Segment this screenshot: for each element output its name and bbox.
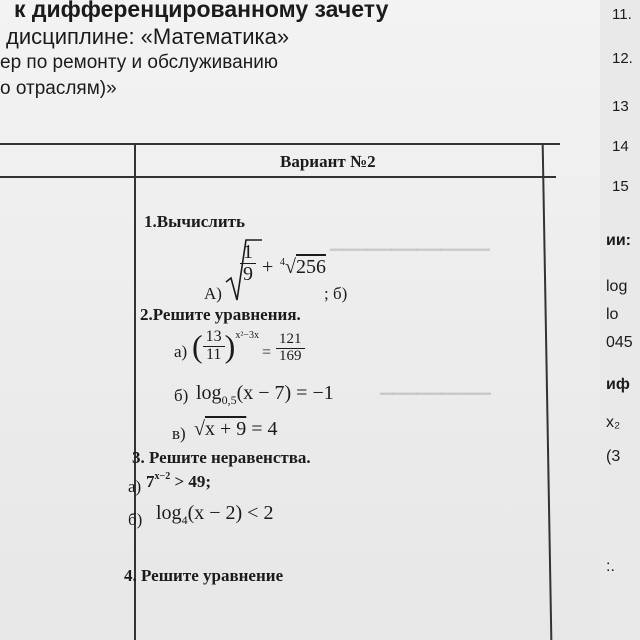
task-4-title: 4. Решите уравнение xyxy=(124,566,284,585)
right-page-fragment: 045 xyxy=(606,334,633,351)
task-1-title: 1.Вычислить xyxy=(144,212,245,231)
right-page-fragment: log xyxy=(606,278,628,295)
task-1-b-label: ; б) xyxy=(324,284,348,303)
task-2-a-lhs: ( $\frac{13}{11}$ )$^{x^2-3x}$ xyxy=(192,328,259,364)
right-page-fragment: x₂ xyxy=(606,414,621,431)
header-line-4: о отраслям)» xyxy=(0,78,117,99)
right-page-number: 12. xyxy=(612,50,633,67)
task-3-b-expr: $\log_4(x - 2) < 2$ xyxy=(156,502,274,527)
task-3-b-label: б) xyxy=(128,510,143,529)
task-3-a-label: а) xyxy=(128,477,142,496)
task-1-a-label: А) xyxy=(204,284,222,303)
right-page-number: 11. xyxy=(612,6,632,23)
task-2-b-expr: $\log_{0,5}(x - 7) = -1$ xyxy=(196,382,334,407)
right-page-fragment: (3 xyxy=(606,448,621,465)
variant-title: Вариант №2 xyxy=(280,152,376,171)
task-2-a-label: а) xyxy=(174,342,188,361)
task-2-b-label: б) xyxy=(174,386,189,405)
task-3-a-expr: $7^{x-2} > 49$; xyxy=(146,471,212,491)
header-line-1: к дифференцированному зачету xyxy=(14,0,389,22)
task-1-a-root4: $^4$√256 xyxy=(280,256,326,278)
right-page-number: 15 xyxy=(612,178,629,195)
header-line-3: ер по ремонту и обслуживанию xyxy=(0,52,279,73)
right-page-fragment: ии: xyxy=(606,232,631,249)
header-line-2: дисциплине: «Математика» xyxy=(6,24,290,49)
bleed-through: ▁▁▁▁▁▁▁▁▁ xyxy=(380,378,491,395)
right-page-number: 13 xyxy=(612,98,629,115)
task-2-title: 2.Решите уравнения. xyxy=(140,305,301,324)
right-page-fragment: :. xyxy=(606,558,615,575)
task-2-v-expr: √x + 9 = 4 xyxy=(194,418,278,440)
task-3-title: 3. Решите неравенства. xyxy=(132,448,311,467)
right-page-fragment: lo xyxy=(606,306,619,323)
task-1-a-plus: + xyxy=(262,256,274,278)
right-page-number: 14 xyxy=(612,138,629,155)
task-1-a-fraction: $\frac{1}{9}$ xyxy=(240,242,256,285)
task-2-a-equals: = xyxy=(262,344,272,361)
table-header-border xyxy=(0,176,556,178)
bleed-through: ▁▁▁▁▁▁▁▁▁▁▁▁▁ xyxy=(330,234,490,251)
task-2-a-rhs: $\frac{121}{169}$ xyxy=(276,332,305,365)
table-right-border xyxy=(542,143,553,640)
task-2-v-label: в) xyxy=(172,424,186,443)
table-top-border xyxy=(0,143,560,145)
right-page-fragment: иф xyxy=(606,376,630,393)
